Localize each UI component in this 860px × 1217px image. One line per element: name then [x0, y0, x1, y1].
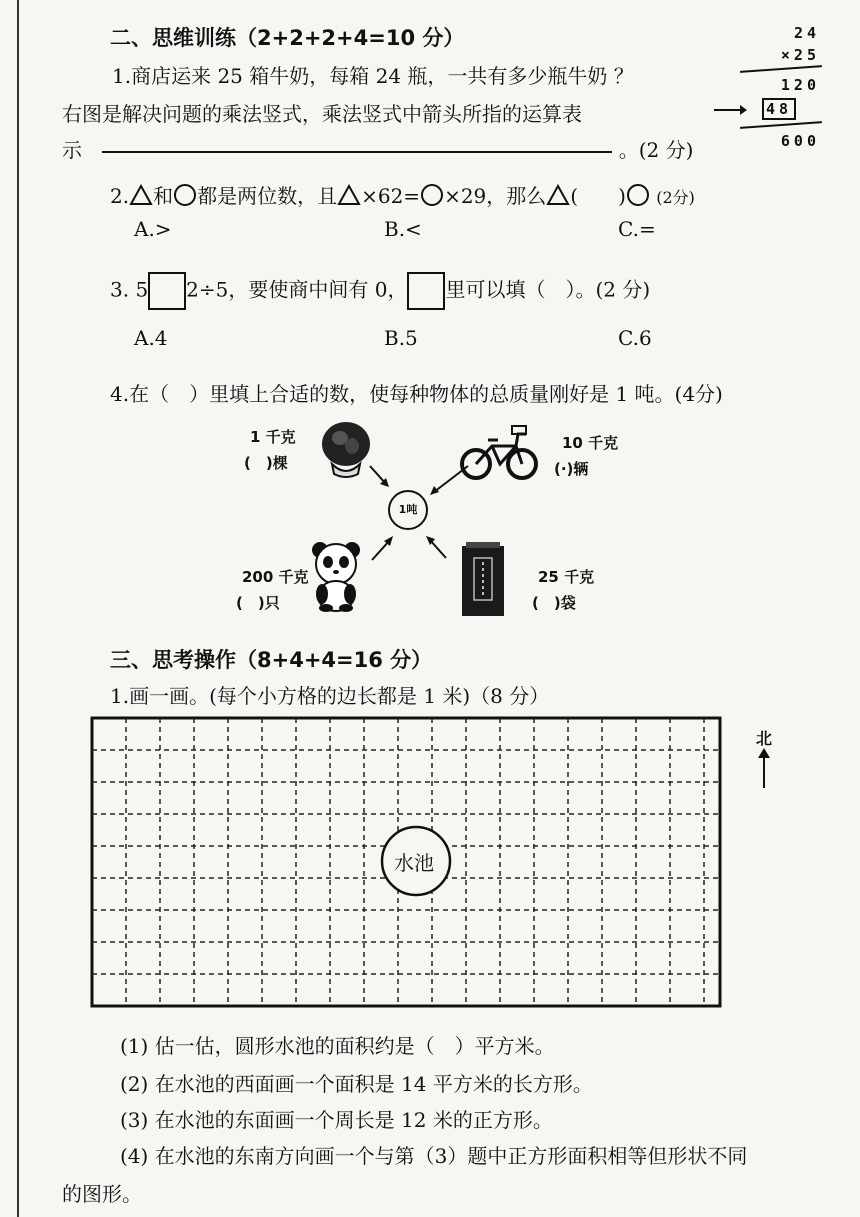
q1-line3 — [62, 134, 693, 163]
s3-q1-title: 1.画一画。(每个小方格的边长都是 1 米)（8 分） — [110, 684, 550, 708]
s3-sub-2: (2) 在水池的西面画一个面积是 14 平方米的长方形。 — [120, 1072, 593, 1096]
circle-icon — [173, 183, 197, 207]
vm-line2 — [740, 121, 822, 129]
item-cabbage-weight: 1 千克 — [250, 428, 296, 446]
item-cabbage-unit[interactable]: ( )棵 — [244, 454, 288, 472]
vm-row1: 24 — [793, 24, 820, 42]
q3-option-b[interactable]: B.5 — [384, 326, 418, 350]
section3-heading: 三、思考操作（8+4+4=16 分） — [110, 648, 433, 672]
vm-row4-boxed: 48 — [762, 98, 796, 120]
q1-line1: 1.商店运来 25 箱牛奶，每箱 24 瓶，一共有多少瓶牛奶 ？ — [112, 64, 634, 88]
q2-text-c: 都是两位数，且 — [197, 184, 338, 208]
binding-margin-line — [17, 0, 19, 1217]
s3-sub-3: (3) 在水池的东面画一个周长是 12 米的正方形。 — [120, 1108, 553, 1132]
s3-sub-1: (1) 估一估，圆形水池的面积约是（ ）平方米。 — [120, 1034, 555, 1058]
triangle-icon — [337, 184, 361, 206]
q2-text-e: ×29，那么 — [444, 184, 547, 208]
circle-icon — [420, 183, 444, 207]
item-panda-weight: 200 千克 — [242, 568, 309, 586]
q2-text-d: ×62= — [361, 184, 421, 208]
vertical-multiplication — [740, 24, 830, 154]
q2-line — [110, 180, 695, 209]
rice-bag-icon — [458, 542, 508, 618]
q3-suffix: 里可以填（ ）。(2 分) — [445, 277, 651, 302]
q3-box-symbol — [407, 272, 445, 310]
item-rice-weight: 25 千克 — [538, 568, 595, 586]
q1-line3-suffix: 。(2 分) — [618, 138, 694, 162]
q2-text-g: (2分) — [656, 188, 695, 207]
north-label: 北 — [756, 729, 773, 748]
arrow-right-icon — [712, 102, 748, 118]
pond-label: 水池 — [394, 851, 434, 875]
q3-option-c[interactable]: C.6 — [618, 326, 652, 350]
q3-mid: 2÷5，要使商中间有 0， — [186, 277, 408, 302]
q2-text-f[interactable]: ( ) — [570, 184, 626, 208]
vm-line1 — [740, 65, 822, 73]
panda-icon — [308, 540, 364, 612]
s3-sub-4-cont: 的图形。 — [62, 1182, 142, 1206]
q4-text: 4.在（ ）里填上合适的数，使每种物体的总质量刚好是 1 吨。(4分) — [110, 382, 723, 406]
north-arrow-icon — [756, 748, 772, 790]
item-bike-unit[interactable]: (·)辆 — [554, 460, 589, 478]
center-ton-label: 1吨 — [398, 503, 418, 516]
s3-sub-4: (4) 在水池的东南方向画一个与第（3）题中正方形面积相等但形状不同 — [120, 1144, 748, 1168]
q2-text-b: 和 — [153, 184, 174, 208]
vm-row3: 120 — [780, 76, 820, 94]
q3-line — [110, 272, 650, 310]
q3-prefix: 3. 5 — [110, 277, 149, 302]
q2-option-a[interactable]: A.> — [134, 217, 172, 241]
circle-icon — [626, 183, 650, 207]
triangle-icon — [546, 184, 570, 206]
section2-heading: 二、思维训练（2+2+2+4=10 分） — [110, 26, 465, 50]
item-panda-unit[interactable]: ( )只 — [236, 594, 280, 612]
q2-text-a: 2. — [110, 184, 130, 208]
item-rice-unit[interactable]: ( )袋 — [532, 594, 576, 612]
vm-row2: ×25 — [780, 46, 820, 64]
q1-line2: 右图是解决问题的乘法竖式，乘法竖式中箭头所指的运算表 — [62, 102, 582, 126]
q2-option-c[interactable]: C.= — [618, 217, 656, 241]
item-bike-weight: 10 千克 — [562, 434, 619, 452]
q1-answer-blank[interactable] — [102, 150, 612, 153]
q3-option-a[interactable]: A.4 — [134, 326, 168, 350]
triangle-icon — [129, 184, 153, 206]
q2-option-b[interactable]: B.< — [384, 217, 422, 241]
q1-line3-prefix: 示 — [62, 138, 82, 162]
vm-row5: 600 — [780, 132, 820, 150]
q3-box-blank[interactable] — [148, 272, 186, 310]
